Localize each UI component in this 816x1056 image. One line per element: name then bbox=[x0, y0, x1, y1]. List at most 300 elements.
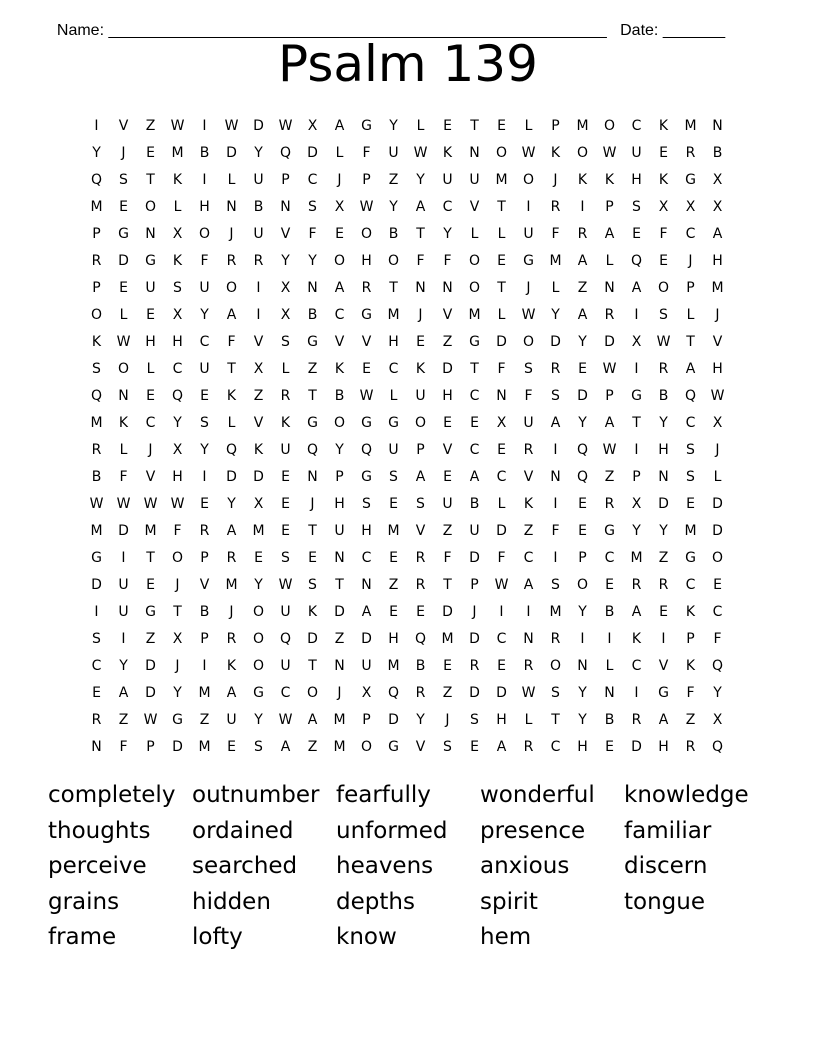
grid-letter[interactable]: G bbox=[145, 252, 156, 269]
grid-letter[interactable]: K bbox=[91, 333, 102, 350]
grid-letter[interactable]: U bbox=[226, 711, 237, 728]
grid-letter[interactable]: S bbox=[92, 360, 101, 377]
grid-letter[interactable]: G bbox=[307, 333, 318, 350]
grid-letter[interactable]: O bbox=[90, 306, 103, 323]
grid-letter[interactable]: F bbox=[200, 252, 209, 269]
grid-letter[interactable]: B bbox=[712, 144, 723, 161]
grid-letter[interactable]: D bbox=[307, 144, 318, 161]
grid-letter[interactable]: S bbox=[200, 414, 209, 431]
grid-letter[interactable]: J bbox=[121, 144, 126, 161]
grid-letter[interactable]: C bbox=[361, 549, 372, 566]
grid-letter[interactable]: E bbox=[470, 414, 479, 431]
grid-letter[interactable]: C bbox=[523, 549, 534, 566]
grid-letter[interactable]: C bbox=[631, 117, 642, 134]
grid-letter[interactable]: Z bbox=[388, 171, 399, 188]
grid-letter[interactable]: C bbox=[685, 576, 696, 593]
grid-letter[interactable]: K bbox=[415, 360, 426, 377]
grid-letter[interactable]: N bbox=[334, 657, 345, 674]
grid-letter[interactable]: A bbox=[226, 306, 237, 323]
grid-letter[interactable]: Y bbox=[308, 252, 317, 269]
grid-letter[interactable]: N bbox=[577, 657, 588, 674]
grid-letter[interactable]: Q bbox=[360, 441, 373, 458]
grid-letter[interactable]: V bbox=[415, 522, 426, 539]
grid-letter[interactable]: C bbox=[469, 387, 480, 404]
grid-letter[interactable]: K bbox=[307, 603, 318, 620]
grid-letter[interactable]: E bbox=[605, 738, 614, 755]
grid-letter[interactable]: L bbox=[524, 711, 533, 728]
grid-letter[interactable]: K bbox=[226, 387, 237, 404]
grid-letter[interactable]: R bbox=[685, 738, 696, 755]
grid-letter[interactable]: R bbox=[577, 225, 588, 242]
grid-letter[interactable]: T bbox=[686, 333, 695, 350]
grid-letter[interactable]: X bbox=[658, 198, 669, 215]
grid-letter[interactable]: E bbox=[308, 549, 317, 566]
grid-letter[interactable]: X bbox=[712, 711, 723, 728]
grid-letter[interactable]: L bbox=[119, 441, 128, 458]
grid-letter[interactable]: W bbox=[656, 333, 671, 350]
grid-letter[interactable]: F bbox=[713, 630, 722, 647]
grid-letter[interactable]: Z bbox=[145, 117, 156, 134]
grid-letter[interactable]: D bbox=[145, 657, 156, 674]
grid-letter[interactable]: K bbox=[523, 495, 534, 512]
grid-letter[interactable]: O bbox=[522, 171, 535, 188]
grid-letter[interactable]: Y bbox=[281, 252, 290, 269]
grid-letter[interactable]: E bbox=[227, 738, 236, 755]
grid-letter[interactable]: V bbox=[442, 306, 453, 323]
grid-letter[interactable]: W bbox=[116, 495, 131, 512]
grid-letter[interactable]: D bbox=[145, 684, 156, 701]
grid-letter[interactable]: V bbox=[442, 441, 453, 458]
grid-letter[interactable]: N bbox=[145, 225, 156, 242]
grid-letter[interactable]: M bbox=[198, 684, 211, 701]
grid-letter[interactable]: T bbox=[443, 576, 452, 593]
grid-letter[interactable]: A bbox=[631, 279, 642, 296]
grid-letter[interactable]: B bbox=[415, 657, 426, 674]
grid-letter[interactable]: S bbox=[551, 576, 560, 593]
grid-letter[interactable]: K bbox=[253, 441, 264, 458]
grid-letter[interactable]: A bbox=[577, 306, 588, 323]
grid-letter[interactable]: U bbox=[469, 171, 480, 188]
grid-letter[interactable]: I bbox=[634, 306, 639, 323]
grid-letter[interactable]: I bbox=[94, 117, 99, 134]
grid-letter[interactable]: Q bbox=[171, 387, 184, 404]
grid-letter[interactable]: H bbox=[388, 333, 399, 350]
grid-letter[interactable]: M bbox=[387, 306, 400, 323]
grid-letter[interactable]: C bbox=[91, 657, 102, 674]
grid-letter[interactable]: S bbox=[551, 684, 560, 701]
grid-letter[interactable]: Z bbox=[307, 738, 318, 755]
grid-letter[interactable]: J bbox=[229, 225, 234, 242]
grid-letter[interactable]: R bbox=[658, 576, 669, 593]
grid-letter[interactable]: N bbox=[118, 387, 129, 404]
grid-letter[interactable]: U bbox=[334, 522, 345, 539]
grid-letter[interactable]: S bbox=[686, 441, 695, 458]
grid-letter[interactable]: H bbox=[388, 630, 399, 647]
grid-letter[interactable]: D bbox=[469, 684, 480, 701]
grid-letter[interactable]: X bbox=[685, 198, 696, 215]
grid-letter[interactable]: H bbox=[631, 171, 642, 188]
grid-letter[interactable]: E bbox=[578, 495, 587, 512]
grid-letter[interactable]: P bbox=[605, 387, 614, 404]
grid-letter[interactable]: N bbox=[550, 468, 561, 485]
grid-letter[interactable]: V bbox=[415, 738, 426, 755]
grid-letter[interactable]: Y bbox=[254, 144, 263, 161]
grid-letter[interactable]: Q bbox=[90, 171, 103, 188]
grid-letter[interactable]: V bbox=[253, 414, 264, 431]
grid-letter[interactable]: F bbox=[686, 684, 695, 701]
grid-letter[interactable]: U bbox=[199, 279, 210, 296]
grid-letter[interactable]: R bbox=[91, 441, 102, 458]
grid-letter[interactable]: H bbox=[658, 441, 669, 458]
grid-letter[interactable]: Y bbox=[551, 306, 560, 323]
grid-letter[interactable]: R bbox=[550, 360, 561, 377]
grid-letter[interactable]: W bbox=[710, 387, 725, 404]
grid-letter[interactable]: N bbox=[361, 576, 372, 593]
grid-letter[interactable]: F bbox=[119, 738, 128, 755]
grid-letter[interactable]: D bbox=[118, 522, 129, 539]
grid-letter[interactable]: T bbox=[146, 549, 155, 566]
grid-letter[interactable]: E bbox=[659, 603, 668, 620]
date-field[interactable]: Date: _______ bbox=[620, 22, 726, 39]
grid-letter[interactable]: X bbox=[172, 225, 183, 242]
grid-letter[interactable]: O bbox=[306, 684, 319, 701]
grid-letter[interactable]: Y bbox=[200, 306, 209, 323]
grid-letter[interactable]: S bbox=[524, 360, 533, 377]
grid-letter[interactable]: Y bbox=[632, 522, 641, 539]
grid-letter[interactable]: J bbox=[175, 657, 180, 674]
grid-letter[interactable]: B bbox=[307, 306, 318, 323]
grid-letter[interactable]: E bbox=[389, 549, 398, 566]
grid-letter[interactable]: N bbox=[91, 738, 102, 755]
grid-letter[interactable]: D bbox=[577, 387, 588, 404]
grid-letter[interactable]: W bbox=[521, 144, 536, 161]
grid-letter[interactable]: U bbox=[253, 225, 264, 242]
grid-letter[interactable]: H bbox=[199, 198, 210, 215]
grid-letter[interactable]: H bbox=[334, 495, 345, 512]
grid-letter[interactable]: C bbox=[496, 630, 507, 647]
grid-letter[interactable]: C bbox=[145, 414, 156, 431]
grid-letter[interactable]: P bbox=[686, 630, 695, 647]
grid-letter[interactable]: Z bbox=[604, 468, 615, 485]
grid-letter[interactable]: J bbox=[337, 684, 342, 701]
grid-letter[interactable]: D bbox=[496, 684, 507, 701]
grid-letter[interactable]: J bbox=[688, 252, 693, 269]
grid-letter[interactable]: O bbox=[495, 144, 508, 161]
grid-letter[interactable]: J bbox=[445, 711, 450, 728]
grid-letter[interactable]: T bbox=[173, 603, 182, 620]
grid-letter[interactable]: F bbox=[173, 522, 182, 539]
grid-letter[interactable]: Z bbox=[199, 711, 210, 728]
grid-letter[interactable]: O bbox=[603, 117, 616, 134]
grid-letter[interactable]: A bbox=[631, 603, 642, 620]
grid-letter[interactable]: E bbox=[497, 441, 506, 458]
grid-letter[interactable]: G bbox=[658, 684, 669, 701]
grid-letter[interactable]: U bbox=[280, 603, 291, 620]
grid-letter[interactable]: B bbox=[199, 603, 210, 620]
grid-letter[interactable]: V bbox=[658, 657, 669, 674]
grid-letter[interactable]: D bbox=[550, 333, 561, 350]
grid-letter[interactable]: N bbox=[712, 117, 723, 134]
grid-letter[interactable]: F bbox=[497, 549, 506, 566]
grid-letter[interactable]: B bbox=[469, 495, 480, 512]
grid-letter[interactable]: W bbox=[170, 117, 185, 134]
grid-letter[interactable]: V bbox=[712, 333, 723, 350]
grid-letter[interactable]: V bbox=[199, 576, 210, 593]
grid-letter[interactable]: G bbox=[361, 414, 372, 431]
grid-letter[interactable]: B bbox=[604, 711, 615, 728]
grid-letter[interactable]: O bbox=[198, 225, 211, 242]
grid-letter[interactable]: Z bbox=[253, 387, 264, 404]
grid-letter[interactable]: E bbox=[389, 495, 398, 512]
grid-letter[interactable]: R bbox=[199, 522, 210, 539]
grid-letter[interactable]: W bbox=[413, 144, 428, 161]
grid-letter[interactable]: S bbox=[632, 198, 641, 215]
grid-letter[interactable]: Z bbox=[523, 522, 534, 539]
grid-letter[interactable]: J bbox=[715, 306, 720, 323]
grid-letter[interactable]: W bbox=[143, 711, 158, 728]
grid-letter[interactable]: L bbox=[335, 144, 344, 161]
grid-letter[interactable]: G bbox=[307, 414, 318, 431]
grid-letter[interactable]: P bbox=[362, 711, 371, 728]
grid-letter[interactable]: A bbox=[307, 711, 318, 728]
grid-letter[interactable]: M bbox=[144, 522, 157, 539]
grid-letter[interactable]: B bbox=[253, 198, 264, 215]
grid-letter[interactable]: S bbox=[686, 468, 695, 485]
grid-letter[interactable]: P bbox=[200, 549, 209, 566]
grid-letter[interactable]: R bbox=[604, 306, 615, 323]
grid-letter[interactable]: H bbox=[712, 252, 723, 269]
grid-letter[interactable]: W bbox=[602, 144, 617, 161]
grid-letter[interactable]: J bbox=[472, 603, 477, 620]
grid-letter[interactable]: N bbox=[469, 144, 480, 161]
grid-letter[interactable]: J bbox=[715, 441, 720, 458]
grid-letter[interactable]: C bbox=[604, 549, 615, 566]
grid-letter[interactable]: S bbox=[119, 171, 128, 188]
grid-letter[interactable]: P bbox=[470, 576, 479, 593]
grid-letter[interactable]: I bbox=[580, 198, 585, 215]
grid-letter[interactable]: R bbox=[226, 549, 237, 566]
grid-letter[interactable]: D bbox=[712, 495, 723, 512]
grid-letter[interactable]: Y bbox=[443, 225, 452, 242]
grid-letter[interactable]: E bbox=[119, 198, 128, 215]
grid-letter[interactable]: A bbox=[280, 738, 291, 755]
grid-letter[interactable]: S bbox=[308, 576, 317, 593]
grid-letter[interactable]: S bbox=[389, 468, 398, 485]
grid-letter[interactable]: E bbox=[416, 333, 425, 350]
grid-letter[interactable]: Q bbox=[306, 441, 319, 458]
grid-letter[interactable]: B bbox=[199, 144, 210, 161]
grid-letter[interactable]: L bbox=[497, 495, 506, 512]
grid-letter[interactable]: A bbox=[118, 684, 129, 701]
grid-letter[interactable]: O bbox=[549, 657, 562, 674]
grid-letter[interactable]: A bbox=[415, 468, 426, 485]
grid-letter[interactable]: E bbox=[281, 522, 290, 539]
grid-letter[interactable]: J bbox=[229, 603, 234, 620]
grid-letter[interactable]: B bbox=[604, 603, 615, 620]
grid-letter[interactable]: E bbox=[146, 387, 155, 404]
grid-letter[interactable]: O bbox=[711, 549, 724, 566]
grid-letter[interactable]: X bbox=[172, 306, 183, 323]
grid-letter[interactable]: P bbox=[686, 279, 695, 296]
grid-letter[interactable]: I bbox=[634, 360, 639, 377]
grid-letter[interactable]: L bbox=[146, 360, 155, 377]
grid-letter[interactable]: R bbox=[685, 144, 696, 161]
grid-letter[interactable]: L bbox=[416, 117, 425, 134]
grid-letter[interactable]: T bbox=[632, 414, 641, 431]
grid-letter[interactable]: M bbox=[549, 603, 562, 620]
grid-letter[interactable]: J bbox=[526, 279, 531, 296]
grid-letter[interactable]: H bbox=[496, 711, 507, 728]
grid-letter[interactable]: U bbox=[199, 360, 210, 377]
grid-letter[interactable]: Y bbox=[173, 414, 182, 431]
grid-letter[interactable]: Y bbox=[578, 414, 587, 431]
grid-letter[interactable]: W bbox=[143, 495, 158, 512]
grid-letter[interactable]: F bbox=[551, 225, 560, 242]
grid-letter[interactable]: R bbox=[523, 738, 534, 755]
grid-letter[interactable]: Z bbox=[307, 360, 318, 377]
grid-letter[interactable]: U bbox=[280, 441, 291, 458]
grid-letter[interactable]: H bbox=[361, 252, 372, 269]
grid-letter[interactable]: I bbox=[202, 117, 207, 134]
grid-letter[interactable]: M bbox=[711, 279, 724, 296]
grid-letter[interactable]: C bbox=[685, 414, 696, 431]
grid-letter[interactable]: N bbox=[226, 198, 237, 215]
grid-letter[interactable]: S bbox=[254, 738, 263, 755]
grid-letter[interactable]: O bbox=[252, 630, 265, 647]
grid-letter[interactable]: C bbox=[307, 171, 318, 188]
grid-letter[interactable]: P bbox=[551, 117, 560, 134]
grid-letter[interactable]: Y bbox=[254, 576, 263, 593]
grid-letter[interactable]: Q bbox=[225, 441, 238, 458]
grid-letter[interactable]: X bbox=[496, 414, 507, 431]
grid-letter[interactable]: C bbox=[172, 360, 183, 377]
grid-letter[interactable]: S bbox=[551, 387, 560, 404]
grid-letter[interactable]: K bbox=[604, 171, 615, 188]
grid-letter[interactable]: O bbox=[468, 279, 481, 296]
grid-letter[interactable]: W bbox=[521, 684, 536, 701]
grid-letter[interactable]: L bbox=[605, 657, 614, 674]
grid-letter[interactable]: M bbox=[495, 171, 508, 188]
grid-letter[interactable]: Z bbox=[658, 549, 669, 566]
grid-letter[interactable]: X bbox=[631, 495, 642, 512]
grid-letter[interactable]: E bbox=[443, 117, 452, 134]
grid-letter[interactable]: D bbox=[388, 711, 399, 728]
grid-letter[interactable]: L bbox=[551, 279, 560, 296]
grid-letter[interactable]: S bbox=[281, 549, 290, 566]
grid-letter[interactable]: V bbox=[361, 333, 372, 350]
grid-letter[interactable]: E bbox=[578, 360, 587, 377]
grid-letter[interactable]: Y bbox=[416, 711, 425, 728]
grid-letter[interactable]: M bbox=[468, 306, 481, 323]
grid-letter[interactable]: L bbox=[227, 171, 236, 188]
grid-letter[interactable]: P bbox=[92, 225, 101, 242]
grid-letter[interactable]: R bbox=[415, 576, 426, 593]
grid-letter[interactable]: G bbox=[145, 603, 156, 620]
grid-letter[interactable]: E bbox=[281, 495, 290, 512]
grid-letter[interactable]: O bbox=[576, 144, 589, 161]
grid-letter[interactable]: C bbox=[685, 225, 696, 242]
grid-letter[interactable]: H bbox=[361, 522, 372, 539]
grid-letter[interactable]: F bbox=[443, 252, 452, 269]
grid-letter[interactable]: K bbox=[550, 144, 561, 161]
grid-letter[interactable]: X bbox=[631, 333, 642, 350]
grid-letter[interactable]: G bbox=[253, 684, 264, 701]
grid-letter[interactable]: W bbox=[278, 117, 293, 134]
grid-letter[interactable]: Y bbox=[713, 684, 722, 701]
grid-letter[interactable]: Y bbox=[416, 171, 425, 188]
grid-letter[interactable]: Q bbox=[630, 252, 643, 269]
grid-letter[interactable]: J bbox=[148, 441, 153, 458]
grid-letter[interactable]: O bbox=[522, 333, 535, 350]
grid-letter[interactable]: R bbox=[91, 711, 102, 728]
grid-letter[interactable]: U bbox=[118, 603, 129, 620]
grid-letter[interactable]: H bbox=[577, 738, 588, 755]
grid-letter[interactable]: V bbox=[145, 468, 156, 485]
grid-letter[interactable]: Y bbox=[200, 441, 209, 458]
grid-letter[interactable]: E bbox=[200, 495, 209, 512]
grid-letter[interactable]: Q bbox=[711, 657, 724, 674]
grid-letter[interactable]: T bbox=[389, 279, 398, 296]
grid-letter[interactable]: D bbox=[91, 576, 102, 593]
grid-letter[interactable]: I bbox=[121, 630, 126, 647]
grid-letter[interactable]: P bbox=[578, 549, 587, 566]
grid-letter[interactable]: E bbox=[146, 576, 155, 593]
grid-letter[interactable]: B bbox=[91, 468, 102, 485]
grid-letter[interactable]: A bbox=[550, 414, 561, 431]
grid-letter[interactable]: I bbox=[553, 549, 558, 566]
grid-letter[interactable]: K bbox=[118, 414, 129, 431]
grid-letter[interactable]: W bbox=[278, 576, 293, 593]
grid-letter[interactable]: D bbox=[118, 252, 129, 269]
grid-letter[interactable]: I bbox=[634, 684, 639, 701]
grid-letter[interactable]: G bbox=[118, 225, 129, 242]
grid-letter[interactable]: P bbox=[362, 171, 371, 188]
grid-letter[interactable]: E bbox=[713, 576, 722, 593]
grid-letter[interactable]: N bbox=[415, 279, 426, 296]
grid-letter[interactable]: R bbox=[253, 252, 264, 269]
grid-letter[interactable]: D bbox=[307, 630, 318, 647]
grid-letter[interactable]: S bbox=[362, 495, 371, 512]
grid-letter[interactable]: E bbox=[443, 657, 452, 674]
grid-letter[interactable]: X bbox=[172, 630, 183, 647]
grid-letter[interactable]: R bbox=[415, 549, 426, 566]
grid-letter[interactable]: N bbox=[307, 279, 318, 296]
grid-letter[interactable]: D bbox=[604, 333, 615, 350]
grid-letter[interactable]: R bbox=[91, 252, 102, 269]
grid-letter[interactable]: E bbox=[92, 684, 101, 701]
grid-letter[interactable]: T bbox=[335, 576, 344, 593]
grid-letter[interactable]: Y bbox=[659, 522, 668, 539]
grid-letter[interactable]: W bbox=[521, 306, 536, 323]
grid-letter[interactable]: R bbox=[631, 576, 642, 593]
grid-letter[interactable]: R bbox=[631, 711, 642, 728]
grid-letter[interactable]: K bbox=[226, 657, 237, 674]
grid-letter[interactable]: H bbox=[172, 333, 183, 350]
grid-letter[interactable]: M bbox=[90, 522, 103, 539]
grid-letter[interactable]: R bbox=[226, 630, 237, 647]
grid-letter[interactable]: B bbox=[658, 387, 669, 404]
grid-letter[interactable]: Q bbox=[576, 441, 589, 458]
grid-letter[interactable]: L bbox=[713, 468, 722, 485]
grid-letter[interactable]: Z bbox=[442, 522, 453, 539]
grid-letter[interactable]: K bbox=[442, 144, 453, 161]
grid-letter[interactable]: G bbox=[172, 711, 183, 728]
grid-letter[interactable]: Y bbox=[389, 198, 398, 215]
grid-letter[interactable]: D bbox=[442, 360, 453, 377]
grid-letter[interactable]: R bbox=[361, 279, 372, 296]
grid-letter[interactable]: A bbox=[577, 252, 588, 269]
grid-letter[interactable]: T bbox=[470, 360, 479, 377]
